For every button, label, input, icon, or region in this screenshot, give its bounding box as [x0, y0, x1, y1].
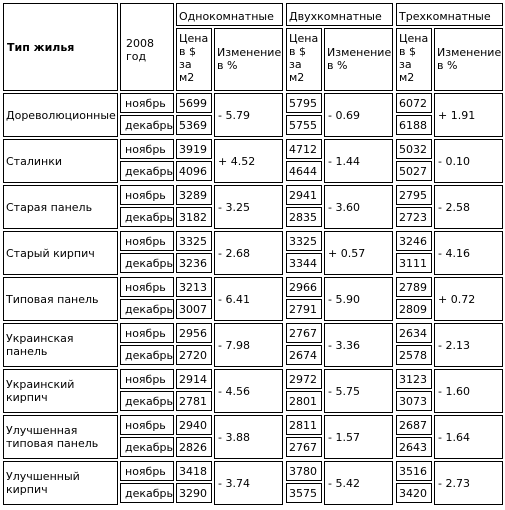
price-dec: [286, 299, 322, 319]
row-name: [3, 323, 118, 367]
price-nov: [176, 231, 212, 251]
price-dec-text: 2674: [289, 349, 317, 362]
price-nov-text: 3325: [179, 235, 207, 248]
price-nov: [286, 461, 322, 481]
row-month-1-text: ноябрь: [125, 465, 166, 478]
price-nov: [176, 323, 212, 343]
price-dec-text: 3182: [179, 211, 207, 224]
change-value: [214, 369, 283, 413]
price-dec: [286, 161, 322, 181]
row-month-2-text: декабрь: [125, 487, 174, 500]
price-nov: [286, 369, 322, 389]
row-month-2: [120, 161, 174, 181]
change-value-text: - 1.64: [438, 431, 470, 444]
price-dec-text: 2578: [399, 349, 427, 362]
price-dec-text: 2643: [399, 441, 427, 454]
change-value: [324, 139, 393, 183]
row-month-2-text: декабрь: [125, 441, 174, 454]
change-value: [214, 461, 283, 505]
change-value: [324, 415, 393, 459]
row-month-2-text: декабрь: [125, 119, 174, 132]
header-group-2-text: Двухкомнатные: [289, 10, 382, 23]
row-month-2-text: декабрь: [125, 257, 174, 270]
price-nov: [396, 185, 432, 205]
price-nov: [286, 139, 322, 159]
row-month-2: [120, 115, 174, 135]
row-month-1: [120, 231, 174, 251]
change-value-text: - 3.60: [328, 201, 360, 214]
price-dec: [396, 345, 432, 365]
price-nov: [396, 231, 432, 251]
row-name: [3, 277, 118, 321]
price-dec: [286, 207, 322, 227]
price-nov-text: 3516: [399, 465, 427, 478]
change-value: [324, 323, 393, 367]
row-name: [3, 461, 118, 505]
price-dec: [286, 345, 322, 365]
header-price-1: [176, 28, 212, 91]
price-nov-text: 2767: [289, 327, 317, 340]
header-price-3: [396, 28, 432, 91]
price-nov-text: 2966: [289, 281, 317, 294]
change-value-text: - 4.16: [438, 247, 470, 260]
price-dec-text: 2826: [179, 441, 207, 454]
change-value-text: - 7.98: [218, 339, 250, 352]
change-value: [434, 415, 503, 459]
price-nov-text: 3123: [399, 373, 427, 386]
change-value: [434, 461, 503, 505]
price-dec-text: 4096: [179, 165, 207, 178]
header-year: [120, 3, 174, 91]
change-value: [324, 277, 393, 321]
price-dec: [176, 161, 212, 181]
price-nov: [396, 93, 432, 113]
change-value-text: - 4.56: [218, 385, 250, 398]
price-nov-text: 4712: [289, 143, 317, 156]
change-value-text: - 1.60: [438, 385, 470, 398]
header-year-text: 2008 год: [126, 37, 154, 63]
change-value-text: + 1.91: [438, 109, 476, 122]
price-nov: [286, 231, 322, 251]
price-dec: [286, 483, 322, 503]
price-dec-text: 3420: [399, 487, 427, 500]
price-dec: [396, 391, 432, 411]
change-value-text: - 5.75: [328, 385, 360, 398]
price-nov-text: 2634: [399, 327, 427, 340]
row-month-1: [120, 369, 174, 389]
row-month-1: [120, 277, 174, 297]
change-value-text: - 2.13: [438, 339, 470, 352]
price-nov: [396, 277, 432, 297]
header-housing-type-text: Тип жилья: [7, 41, 75, 54]
row-name-text: Типовая панель: [6, 293, 99, 306]
change-value: [324, 369, 393, 413]
price-nov: [396, 369, 432, 389]
price-dec: [176, 483, 212, 503]
change-value-text: - 6.41: [218, 293, 250, 306]
change-value-text: - 2.68: [218, 247, 250, 260]
price-nov-text: 2972: [289, 373, 317, 386]
change-value-text: - 3.74: [218, 477, 250, 490]
price-nov-text: 2914: [179, 373, 207, 386]
price-nov: [176, 461, 212, 481]
price-nov-text: 2811: [289, 419, 317, 432]
change-value: [434, 93, 503, 137]
price-dec: [396, 115, 432, 135]
header-change-1-text: Изменение в %: [217, 46, 282, 72]
row-month-1: [120, 415, 174, 435]
row-month-1: [120, 461, 174, 481]
row-month-1-text: ноябрь: [125, 235, 166, 248]
price-nov-text: 6072: [399, 97, 427, 110]
header-group-3-text: Трехкомнатные: [399, 10, 491, 23]
row-month-2-text: декабрь: [125, 395, 174, 408]
price-dec: [396, 299, 432, 319]
price-nov-text: 2956: [179, 327, 207, 340]
header-group-1-text: Однокомнатные: [179, 10, 274, 23]
price-nov-text: 3289: [179, 189, 207, 202]
row-month-1-text: ноябрь: [125, 281, 166, 294]
row-month-1-text: ноябрь: [125, 419, 166, 432]
price-dec: [176, 115, 212, 135]
change-value: [214, 93, 283, 137]
price-dec: [176, 299, 212, 319]
price-dec-text: 3111: [399, 257, 427, 270]
row-month-2: [120, 391, 174, 411]
price-nov-text: 2789: [399, 281, 427, 294]
price-dec: [396, 437, 432, 457]
row-name-text: Улучшенный кирпич: [6, 470, 80, 496]
row-name: [3, 231, 118, 275]
price-dec: [396, 207, 432, 227]
price-nov: [286, 415, 322, 435]
price-nov: [176, 185, 212, 205]
change-value-text: - 5.79: [218, 109, 250, 122]
price-dec-text: 5755: [289, 119, 317, 132]
header-change-2-text: Изменение в %: [327, 46, 392, 72]
change-value: [434, 369, 503, 413]
price-nov-text: 3919: [179, 143, 207, 156]
header-change-1: [214, 28, 283, 91]
change-value: [324, 461, 393, 505]
change-value-text: + 0.57: [328, 247, 366, 260]
price-nov-text: 5032: [399, 143, 427, 156]
row-month-2: [120, 299, 174, 319]
header-group-1: [176, 3, 283, 26]
price-nov-text: 2795: [399, 189, 427, 202]
header-change-3-text: Изменение в %: [437, 46, 502, 72]
row-name-text: Сталинки: [6, 155, 62, 168]
price-dec: [176, 391, 212, 411]
price-nov: [396, 323, 432, 343]
row-month-1: [120, 93, 174, 113]
row-name-text: Украинский кирпич: [6, 378, 75, 404]
change-value: [214, 277, 283, 321]
change-value-text: - 1.57: [328, 431, 360, 444]
price-dec-text: 4644: [289, 165, 317, 178]
row-name-text: Улучшенная типовая панель: [6, 424, 99, 450]
row-month-1: [120, 139, 174, 159]
change-value: [214, 323, 283, 367]
header-change-2: [324, 28, 393, 91]
change-value: [434, 231, 503, 275]
change-value-text: - 0.69: [328, 109, 360, 122]
row-name: [3, 93, 118, 137]
header-price-3-text: Цена в $ за м2: [399, 32, 429, 84]
change-value: [214, 139, 283, 183]
change-value-text: - 3.25: [218, 201, 250, 214]
price-nov: [286, 277, 322, 297]
row-month-2-text: декабрь: [125, 349, 174, 362]
header-price-1-text: Цена в $ за м2: [179, 32, 209, 84]
row-month-2: [120, 207, 174, 227]
row-month-1-text: ноябрь: [125, 373, 166, 386]
change-value: [434, 323, 503, 367]
price-dec-text: 3236: [179, 257, 207, 270]
price-dec: [176, 345, 212, 365]
row-month-1-text: ноябрь: [125, 97, 166, 110]
row-month-2-text: декабрь: [125, 211, 174, 224]
row-month-1-text: ноябрь: [125, 327, 166, 340]
price-nov-text: 5795: [289, 97, 317, 110]
price-nov-text: 3780: [289, 465, 317, 478]
price-nov: [396, 461, 432, 481]
change-value-text: - 0.10: [438, 155, 470, 168]
price-nov: [176, 277, 212, 297]
row-name-text: Старый кирпич: [6, 247, 95, 260]
price-dec-text: 2767: [289, 441, 317, 454]
price-dec-text: 2781: [179, 395, 207, 408]
price-dec: [396, 483, 432, 503]
row-name-text: Дореволюционные: [6, 109, 116, 122]
change-value: [214, 415, 283, 459]
row-month-2-text: декабрь: [125, 303, 174, 316]
price-nov-text: 2687: [399, 419, 427, 432]
price-dec-text: 3007: [179, 303, 207, 316]
change-value: [434, 277, 503, 321]
price-nov: [176, 93, 212, 113]
change-value-text: - 2.58: [438, 201, 470, 214]
price-nov: [176, 415, 212, 435]
price-nov-text: 3418: [179, 465, 207, 478]
price-nov-text: 5699: [179, 97, 207, 110]
change-value: [214, 231, 283, 275]
change-value-text: + 4.52: [218, 155, 256, 168]
price-dec: [176, 253, 212, 273]
row-name-text: Украинская панель: [6, 332, 74, 358]
change-value: [434, 185, 503, 229]
price-dec: [176, 437, 212, 457]
row-name-text: Старая панель: [6, 201, 93, 214]
price-dec: [286, 115, 322, 135]
price-nov: [286, 323, 322, 343]
price-nov: [286, 93, 322, 113]
change-value-text: - 2.73: [438, 477, 470, 490]
price-dec-text: 5027: [399, 165, 427, 178]
row-month-2: [120, 253, 174, 273]
row-name: [3, 139, 118, 183]
row-month-1: [120, 185, 174, 205]
price-nov-text: 3325: [289, 235, 317, 248]
change-value-text: - 5.42: [328, 477, 360, 490]
change-value-text: - 3.88: [218, 431, 250, 444]
price-nov-text: 2941: [289, 189, 317, 202]
price-dec: [286, 391, 322, 411]
change-value: [214, 185, 283, 229]
price-dec-text: 3073: [399, 395, 427, 408]
change-value-text: - 3.36: [328, 339, 360, 352]
price-dec-text: 5369: [179, 119, 207, 132]
row-name: [3, 185, 118, 229]
price-dec: [396, 161, 432, 181]
row-name: [3, 369, 118, 413]
row-month-2: [120, 437, 174, 457]
price-dec: [396, 253, 432, 273]
price-dec: [286, 437, 322, 457]
price-dec-text: 6188: [399, 119, 427, 132]
change-value-text: - 5.90: [328, 293, 360, 306]
price-nov: [176, 139, 212, 159]
price-dec: [286, 253, 322, 273]
change-value-text: - 1.44: [328, 155, 360, 168]
change-value: [324, 231, 393, 275]
row-month-1: [120, 323, 174, 343]
header-group-3: [396, 3, 503, 26]
price-nov-text: 3213: [179, 281, 207, 294]
price-nov: [176, 369, 212, 389]
row-month-1-text: ноябрь: [125, 143, 166, 156]
header-price-2: [286, 28, 322, 91]
header-housing-type: [3, 3, 118, 91]
row-month-1-text: ноябрь: [125, 189, 166, 202]
price-nov-text: 2940: [179, 419, 207, 432]
price-dec-text: 3575: [289, 487, 317, 500]
change-value: [434, 139, 503, 183]
price-dec-text: 3344: [289, 257, 317, 270]
price-nov: [396, 415, 432, 435]
price-dec-text: 2791: [289, 303, 317, 316]
change-value: [324, 93, 393, 137]
row-month-2: [120, 345, 174, 365]
price-nov: [286, 185, 322, 205]
change-value: [324, 185, 393, 229]
price-dec-text: 2809: [399, 303, 427, 316]
price-dec: [176, 207, 212, 227]
row-month-2: [120, 483, 174, 503]
price-nov: [396, 139, 432, 159]
price-nov-text: 3246: [399, 235, 427, 248]
price-dec-text: 2723: [399, 211, 427, 224]
price-dec-text: 2801: [289, 395, 317, 408]
row-month-2-text: декабрь: [125, 165, 174, 178]
row-name: [3, 415, 118, 459]
header-price-2-text: Цена в $ за м2: [289, 32, 319, 84]
price-dec-text: 2720: [179, 349, 207, 362]
change-value-text: + 0.72: [438, 293, 476, 306]
header-change-3: [434, 28, 503, 91]
price-dec-text: 2835: [289, 211, 317, 224]
price-dec-text: 3290: [179, 487, 207, 500]
header-group-2: [286, 3, 393, 26]
